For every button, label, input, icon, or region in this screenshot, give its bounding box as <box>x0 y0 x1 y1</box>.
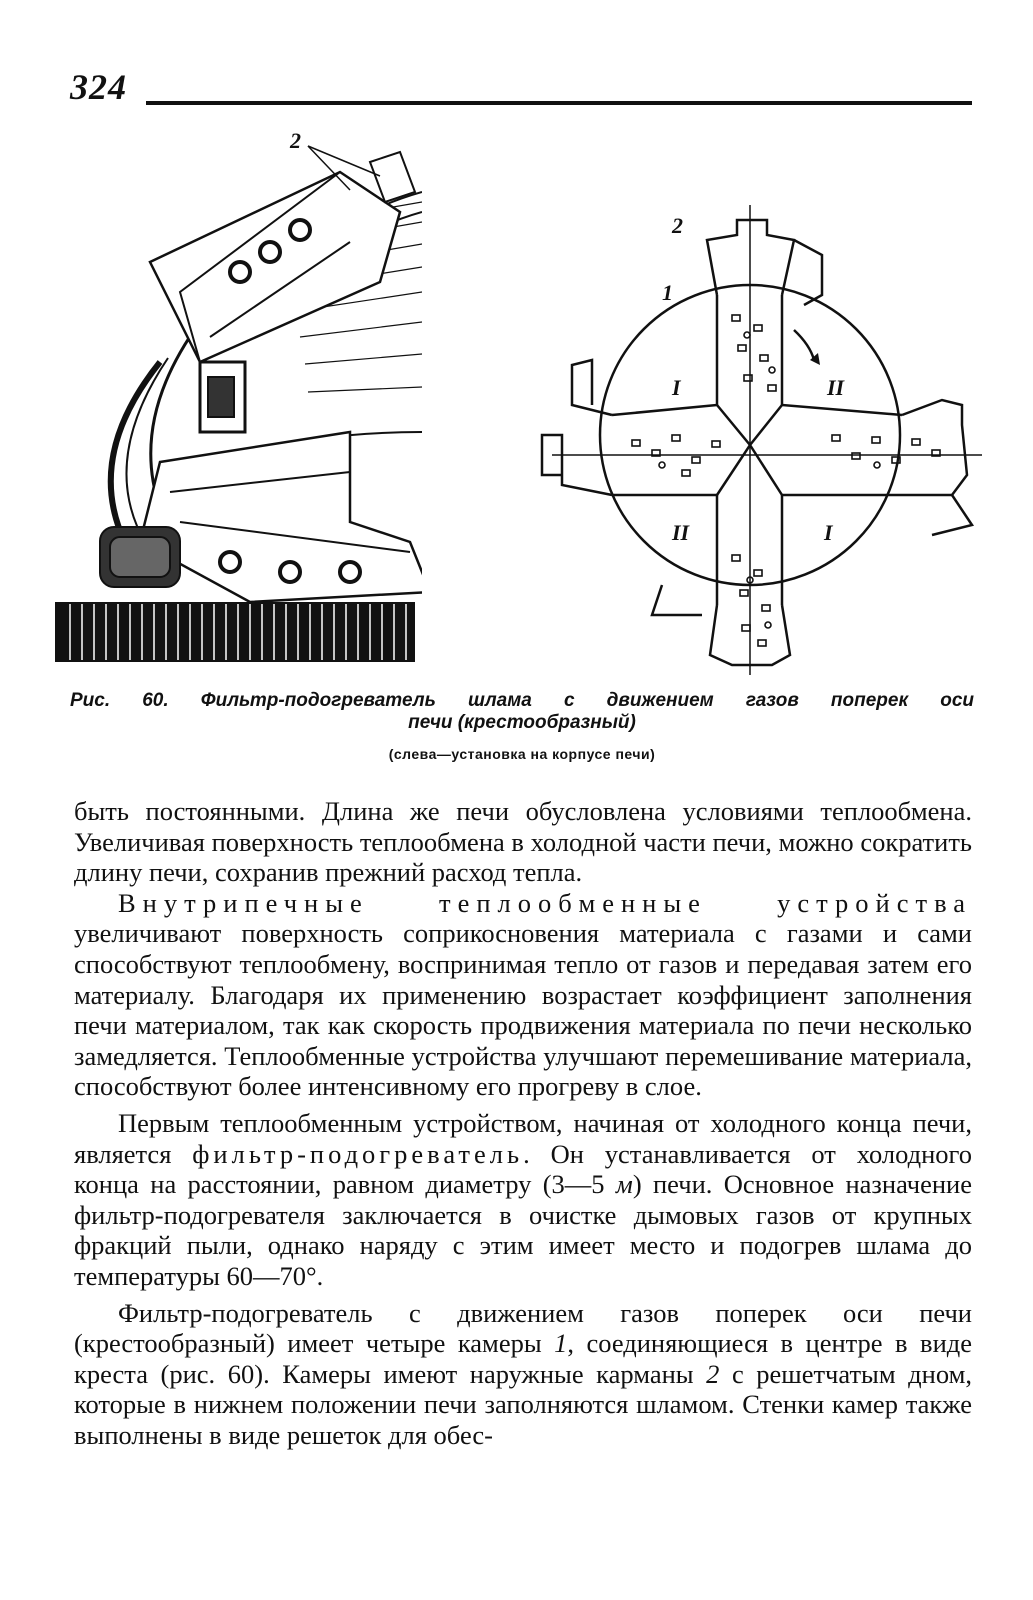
label-quadrant-tl: I <box>672 375 681 400</box>
label-quadrant-tr: II <box>827 375 845 400</box>
body-text <box>74 796 972 1450</box>
label-quadrant-bl: II <box>672 520 690 545</box>
paragraph-2 <box>74 888 972 1102</box>
paragraph-4 <box>74 1298 972 1451</box>
paragraph-3 <box>74 1108 972 1292</box>
paragraph-3-text-b: . Он устанавливается от холодного конца на расстоянии, равном диаметру (3—5 <box>74 1138 972 1200</box>
paragraph-1: быть постоянными. Длина же печи обусловлена условиями теплообмена. Увеличивая поверхность теплообмена в холодной части печи, можно сократить длину печи, сохранив прежний расход тепла. <box>74 796 972 888</box>
page-number: 324 <box>70 67 127 107</box>
paragraph-2-text: увеличивают поверхность соприкосновения материала с газами и сами способствуют теплообмену, воспринимая тепло от газов и передавая затем его материалу. Благодаря их применению возрастает коэффициент заполнения печи материалом, так как скорость продвижения материала по печи несколько замедляется. Теплообменные устройства улучшают перемешивание материала, способствуют более интенсивному его прогреву в слое. <box>74 918 972 1102</box>
paragraph-4-text-a: Фильтр-подогреватель с движением газов поперек оси печи (крестообразный) имеет четыре камеры <box>74 1297 972 1359</box>
figure-caption <box>70 690 974 734</box>
figure-cross-section <box>532 195 992 680</box>
ref-number-2: 2 <box>706 1358 720 1389</box>
ref-number-1: 1 <box>554 1328 568 1359</box>
figure-caption-line2: печи (крестообразный) <box>408 712 636 733</box>
label-1-right: 1 <box>662 280 673 305</box>
header-rule <box>146 101 972 105</box>
paragraph-3-text-a: Первым теплообменным устройством, начиная от холодного конца печи, является <box>74 1107 972 1169</box>
term-heat-exchange-devices: Внутрипечные теплообменные устройства <box>118 887 972 918</box>
unit-m: м <box>615 1169 633 1200</box>
paragraph-4-text-b: , соединяющиеся в центре в виде креста (рис. 60). Камеры имеют наружные карманы <box>74 1328 973 1389</box>
figure-caption-line1: Рис. 60. Фильтр-подогреватель шлама с движением газов поперек оси <box>70 690 974 711</box>
term-filter-heater: фильтр-подогреватель <box>192 1138 524 1169</box>
label-2-left: 2 <box>290 132 301 153</box>
paragraph-4-text-c: с решетчатым дном, которые в нижнем положении печи заполняются шламом. Стенки камер также выполнены в виде решеток для обес- <box>74 1358 972 1450</box>
paragraph-3-text-c: ) печи. Основное назначение фильтр-подогревателя заключается в очистке дымовых газов от крупных фракций пыли, однако наряду с этим имеет место и подогрев шлама до температуры 60—70°. <box>74 1169 972 1291</box>
label-2-right: 2 <box>672 213 683 238</box>
label-quadrant-br: I <box>824 520 833 545</box>
figure-kiln-installation <box>50 132 422 672</box>
figure-caption-note: (слева—установка на корпусе печи) <box>388 746 656 762</box>
